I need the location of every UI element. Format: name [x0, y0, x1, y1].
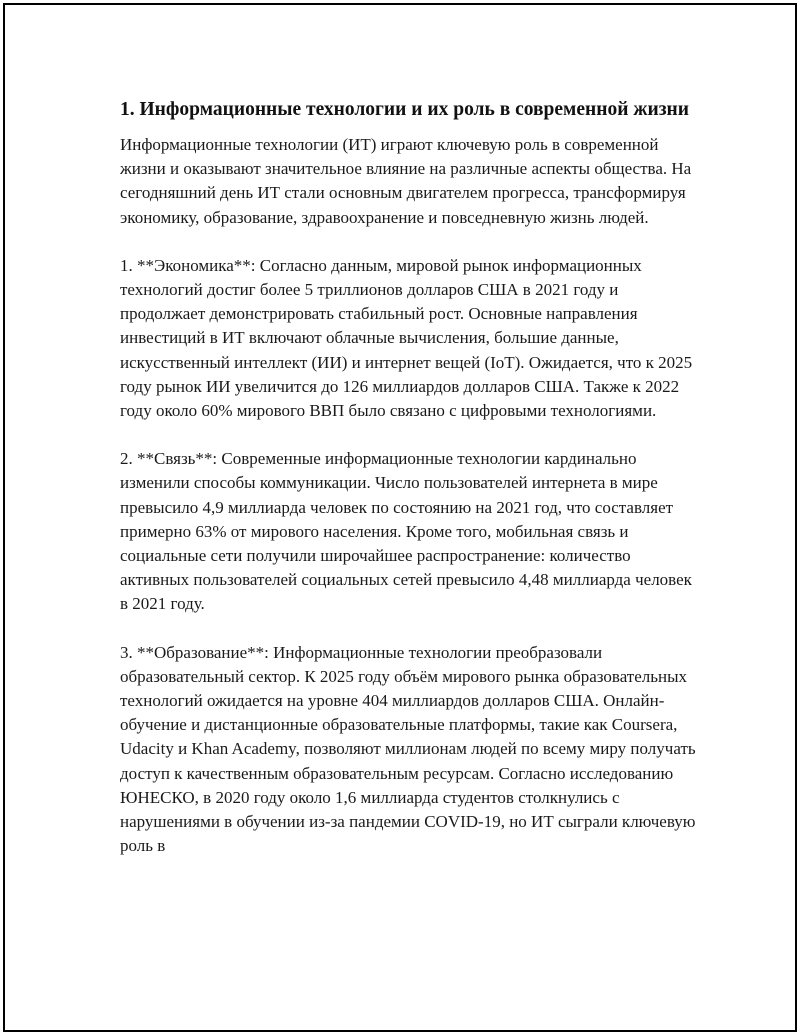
- economy-paragraph: 1. **Экономика**: Согласно данным, мировой рынок информационных технологий достиг более 5 триллионов долларов США в 2021 году и продолжает демонстрировать стабильный рост. Основные направления инвестиций в ИТ включают облачные вычисления, большие данные, искусственный интеллект (ИИ) и интернет вещей (IoT). Ожидается, что к 2025 году рынок ИИ увеличится до 126 миллиардов долларов США. Также к 2022 году около 60% мирового ВВП было связано с цифровыми технологиями.: [120, 255, 693, 421]
- document-body: [120, 97, 700, 858]
- section-heading: 1. Информационные технологии и их роль в современной жизни: [120, 99, 689, 120]
- education-paragraph: 3. **Образование**: Информационные технологии преобразовали образовательный сектор. К 2025 году объём мирового рынка образовательных технологий ожидается на уровне 404 миллиардов долларов США. Онлайн-обучение и дистанционные образовательные платформы, такие как Coursera, Udacity и Khan Academy, позволяют миллионам людей по всему миру получать доступ к качественным образовательным ресурсам. Согласно исследованию ЮНЕСКО, в 2020 году около 1,6 миллиарда студентов столкнулись с нарушениями в обучении из-за пандемии COVID-19, но ИТ сыграли ключевую роль в: [120, 642, 696, 856]
- page-frame: [3, 3, 797, 1032]
- intro-paragraph: Информационные технологии (ИТ) играют ключевую роль в современной жизни и оказывают значительное влияние на различные аспекты общества. На сегодняшний день ИТ стали основным двигателем прогресса, трансформируя экономику, образование, здравоохранение и повседневную жизнь людей.: [120, 135, 692, 227]
- communication-paragraph: 2. **Связь**: Современные информационные технологии кардинально изменили способы коммуникации. Число пользователей интернета в мире превысило 4,9 миллиарда человек по состоянию на 2021 год, что составляет примерно 63% от мирового населения. Кроме того, мобильная связь и социальные сети получили широчайшее распространение: количество активных пользователей социальных сетей превысило 4,48 миллиарда человек в 2021 году.: [120, 449, 692, 614]
